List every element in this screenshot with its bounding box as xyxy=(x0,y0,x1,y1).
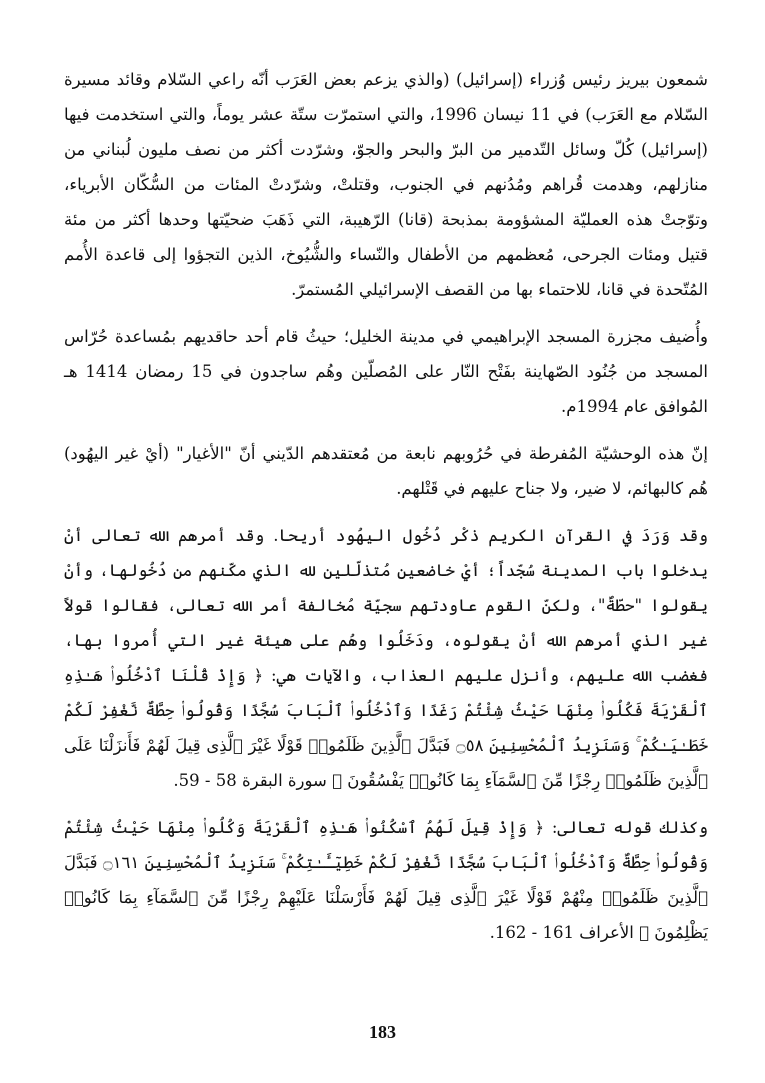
paragraph-ibrahimi-mosque: وأُضيف مجزرة المسجد الإبراهيمي في مدينة الخليل؛ حيثُ قام أحد حاقديهم بمُساعدة حُرّاس المسجد من جُنُود الصّهاينة بفَتْح النّار على المُصلّين وهُم ساجدون في 15 رمضان 1414 هـ المُوافق عام 1994م. xyxy=(64,327,709,416)
paragraph-quran-araf: وكذلك قوله تعالى: ﴿ وَإِذْ قِيلَ لَهُمُ ٱسْكُنُوا۟ هَـٰذِهِ ٱلْقَرْيَةَ وَكُلُوا۟ مِنْهَا حَيْثُ شِئْتُمْ وَقُولُوا۟ حِطَّةٌ وَٱدْخُلُوا۟ ٱلْبَابَ سُجَّدًا نَّغْفِرْ لَكُمْ خَطِيٓـَٔـٰتِكُمْ ۚ سَنَزِيدُ ٱلْمُحْسِنِينَ ۝١٦١ فَبَدَّلَ ٱلَّذِينَ ظَلَمُوا۟ مِنْهُمْ قَوْلًا غَيْرَ ٱلَّذِى قِيلَ لَهُمْ فَأَرْسَلْنَا عَلَيْهِمْ رِجْزًا مِّنَ ٱلسَّمَآءِ بِمَا كَانُوا۟ يَظْلِمُونَ ﴾ الأعراف 161 - 162. xyxy=(64,818,708,942)
paragraph-qana-massacre: شمعون بيريز رئيس وُزراء (إسرائيل) (والذي يزعم بعض العَرَب أنّه راعي السّلام وقائد مسيرة السّلام مع العَرَب) في 11 نيسان 1996، والتي استمرّت ستّة عشر يوماً، والتي استخدمت فيها (إسرائيل) كُلّ وسائل التّدمير من البرّ والبحر والجوّ، وشرّدت أكثر من نصف مليون لُبناني من منازلهم، وهدمت قُراهم ومُدُنهم في الجنوب، وقتلتْ، وشرّدتْ المئات من السُّكّان الأبرياء، وتوّجتْ هذه العمليّة المشؤومة بمذبحة (قانا) الرّهيبة، التي ذَهَبَ ضحيّتها وحدها أكثر من مئة قتيل ومئات الجرحى، مُعظمهم من الأطفال والنّساء والشُّيُوخ، الذين التجؤوا إلى قاعدة الأُمم المُتّحدة في قانا، للاحتماء بها من القصف الإسرائيلي المُستمرّ. xyxy=(64,70,708,299)
page-number: 183 xyxy=(369,1022,396,1042)
paragraph-quran-baqara: وقد وَرَدَ في القرآن الكريم ذكْر دُخُول اليهُود أريحا. وقد أمرهم الله تعالى أنْ يدخلوا باب المدينة سُجّداً؛ أيْ خاضعين مُتذلّلين لله الذي مكّنهم من دُخُولها، وأنْ يقولوا "حطّةٌ"، ولكنّ القوم عاودتهم سجيّة مُخالفة أمر الله تعالى، فقالوا قولاً غير الذي أمرهم الله أنْ يقولوه، ودَخَلُوا وهُم على هيئة غير التي أُمروا بها، فغضب الله عليهم، وأنزل عليهم العذاب، والآيات هي: ﴿ وَإِذْ قُلْنَا ٱدْخُلُوا۟ هَـٰذِهِ ٱلْقَرْيَةَ فَكُلُوا۟ مِنْهَا حَيْثُ شِئْتُمْ رَغَدًا وَٱدْخُلُوا۟ ٱلْبَابَ سُجَّدًا وَقُولُوا۟ حِطَّةٌ نَّغْفِرْ لَكُمْ خَطَـٰيَـٰكُمْ ۚ وَسَنَزِيدُ ٱلْمُحْسِنِينَ ۝٥٨ فَبَدَّلَ ٱلَّذِينَ ظَلَمُوا۟ قَوْلًا غَيْرَ ٱلَّذِى قِيلَ لَهُمْ فَأَنزَلْنَا عَلَى ٱلَّذِينَ ظَلَمُوا۟ رِجْزًا مِّنَ ٱلسَّمَآءِ بِمَا كَانُوا۟ يَفْسُقُونَ ﴾ سورة البقرة 58 - 59. xyxy=(64,526,709,790)
paragraph-religious-belief: إنّ هذه الوحشيّة المُفرطة في حُرُوبهم نابعة من مُعتقدهم الدّيني أنّ "الأغيار" (أيْ غير اليهُود) هُم كالبهائم، لا ضير، ولا جناح عليهم في قَتْلهم. xyxy=(64,444,708,498)
page-body xyxy=(64,62,708,950)
